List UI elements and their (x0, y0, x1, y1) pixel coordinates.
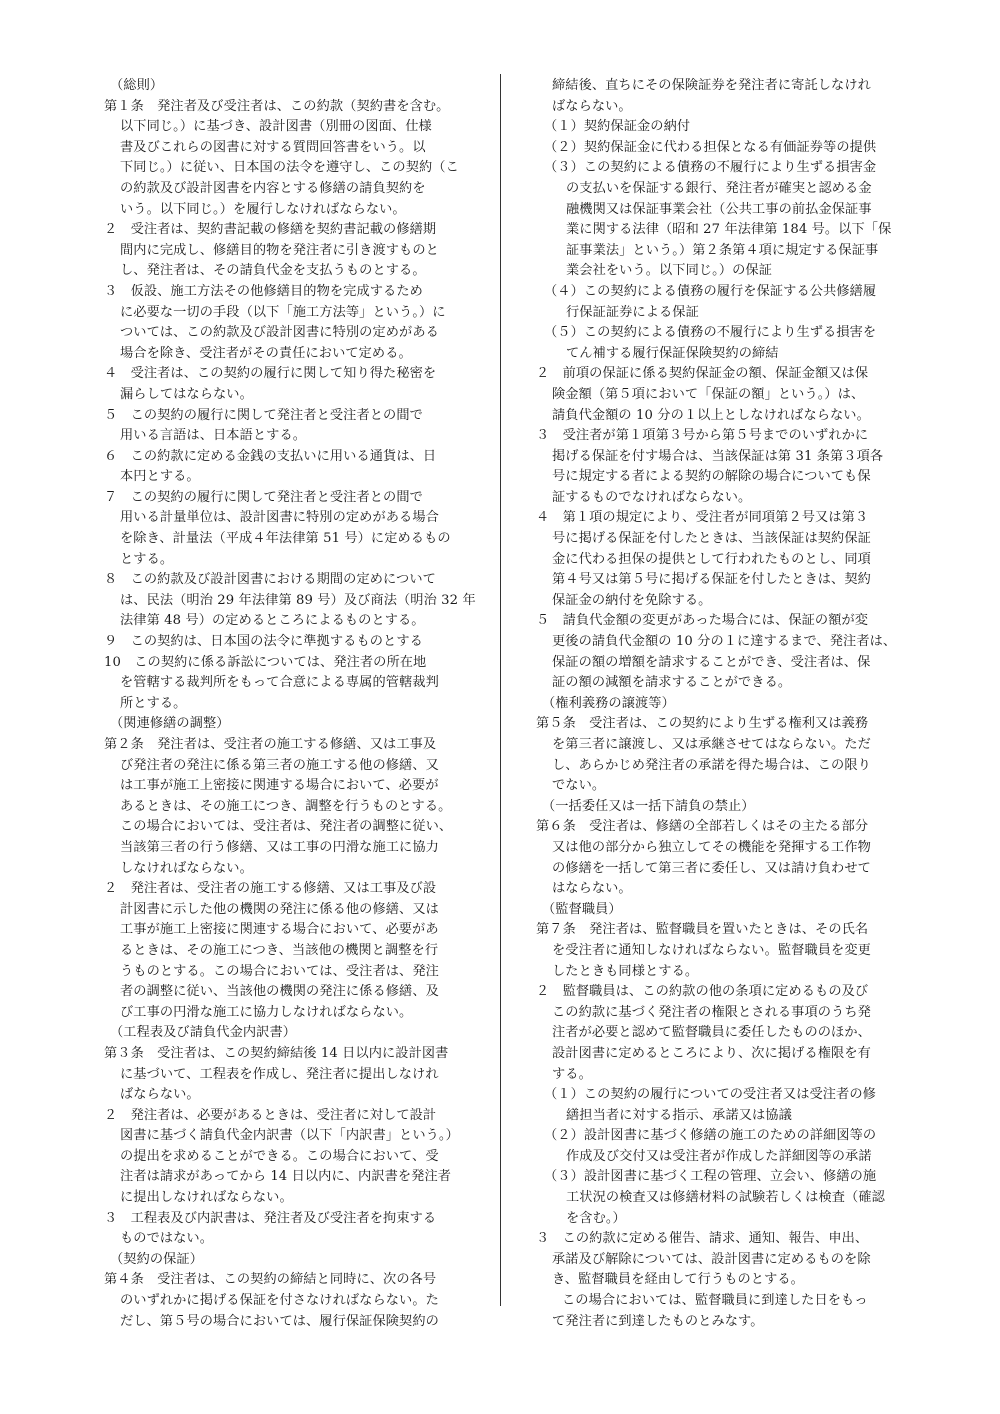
text-line: 工状況の検査又は修繕材料の試験若しくは検査（確認 (566, 1190, 885, 1206)
text-line: ついては、この約款及び設計図書に特別の定めがある (120, 325, 439, 341)
text-line: 保証金の納付を免除する。 (552, 592, 712, 608)
text-line: 掲げる保証を付す場合は、当該保証は第 31 条第３項各 (552, 448, 884, 464)
text-line: 計図書に示した他の機関の発注に係る他の修繕、又は (120, 901, 439, 917)
text-line: とする。 (120, 551, 174, 567)
text-line: ３ この約款に定める催告、請求、通知、報告、申出、 (536, 1231, 869, 1247)
text-line: （２）設計図書に基づく修繕の施工のための詳細図等の (544, 1128, 877, 1144)
section-heading: （関連修繕の調整） (110, 716, 230, 732)
text-line: の修繕を一括して第三者に委任し、又は請け負わせて (552, 860, 871, 876)
text-line: （３）設計図書に基づく工程の管理、立会い、修繕の施 (544, 1169, 877, 1185)
text-line: ３ 受注者が第１項第３号から第５号までのいずれかに (536, 428, 869, 444)
text-line: しなければならない。 (120, 860, 253, 876)
text-line: は、民法（明治 29 年法律第 89 号）及び商法（明治 32 年 (120, 592, 476, 608)
text-line: 第１条 発注者及び受注者は、この約款（契約書を含む。 (104, 98, 450, 114)
text-line: るときは、その施工につき、当該他の機関と調整を行 (120, 942, 439, 958)
text-line: （１）この契約の履行についての受注者又は受注者の修 (544, 1087, 876, 1103)
text-line: ８ この約款及び設計図書における期間の定めについて (104, 572, 436, 588)
section-heading: （契約の保証） (110, 1251, 204, 1267)
text-line: ４ 受注者は、この契約の履行に関して知り得た秘密を (104, 366, 437, 382)
text-line: し、発注者は、その請負代金を支払うものとする。 (120, 263, 426, 279)
text-line: のいずれかに掲げる保証を付さなければならない。た (120, 1293, 439, 1309)
text-line: ばならない。 (120, 1087, 200, 1103)
text-line: び工事の円滑な施工に協力しなければならない。 (120, 1004, 413, 1020)
text-line: ５ 請負代金額の変更があった場合には、保証の額が変 (536, 613, 869, 629)
text-line: この場合においては、監督職員に到達した日をもっ (562, 1293, 868, 1309)
text-line: ４ 第１項の規定により、受注者が同項第２号又は第３ (536, 510, 869, 526)
text-line: に必要な一切の手段（以下「施工方法等」という。）に (120, 304, 446, 320)
text-line: うものとする。この場合においては、受注者は、発注 (120, 963, 439, 979)
text-line: （５）この契約による債務の不履行により生ずる損害を (544, 325, 877, 341)
text-line: 繕担当者に対する指示、承諾又は協議 (566, 1107, 792, 1123)
text-line: を受注者に通知しなければならない。監督職員を変更 (552, 942, 871, 958)
text-line: この約款に基づく発注者の権限とされる事項のうち発 (552, 1004, 871, 1020)
text-line: したときも同様とする。 (552, 963, 699, 979)
text-line: を第三者に譲渡し、又は承継させてはならない。ただ (552, 737, 871, 752)
text-line: でない。 (552, 778, 606, 794)
text-line: 第６条 受注者は、修繕の全部若しくはその主たる部分 (536, 819, 869, 835)
text-line: 業会社をいう。以下同じ。）の保証 (566, 263, 772, 279)
text-line: 請負代金額の 10 分の１以上としなければならない。 (552, 407, 870, 423)
text-line: ２ 発注者は、必要があるときは、受注者に対して設計 (104, 1107, 437, 1123)
text-line: は工事が施工上密接に関連する場合において、必要が (120, 778, 439, 794)
text-line: 証するものでなければならない。 (552, 489, 752, 505)
text-line: だし、第５号の場合においては、履行保証保険契約の (120, 1313, 439, 1329)
text-line: を除き、計量法（平成４年法律第 51 号）に定めるもの (120, 531, 451, 547)
text-line: ７ この契約の履行に関して発注者と受注者との間で (104, 489, 423, 505)
text-line: ３ 工程表及び内訳書は、発注者及び受注者を拘束する (104, 1210, 437, 1226)
text-line: 号に規定する者による契約の解除の場合についても保 (552, 469, 871, 485)
text-line: あるときは、その施工につき、調整を行うものとする。 (120, 798, 452, 814)
text-line: 業に関する法律（昭和 27 年法律第 184 号。以下「保 (566, 222, 892, 238)
text-line: する。 (552, 1066, 592, 1082)
text-line: ２ 発注者は、受注者の施工する修繕、又は工事及び設 (104, 881, 437, 897)
text-line: 第４条 受注者は、この契約の締結と同時に、次の各号 (104, 1272, 437, 1288)
text-line: 工事が施工上密接に関連する場合において、必要があ (120, 922, 439, 938)
text-line: ５ この契約の履行に関して発注者と受注者との間で (104, 407, 423, 423)
section-heading: （一括委任又は一括下請負の禁止） (542, 798, 755, 814)
text-line: 行保証証券による保証 (566, 304, 699, 320)
text-line: 注者が必要と認めて監督職員に委任したもののほか、 (552, 1025, 871, 1041)
text-line: てん補する履行保証保険契約の締結 (566, 345, 779, 361)
text-line: 用いる言語は、日本語とする。 (120, 428, 307, 444)
text-line: （３）この契約による債務の不履行により生ずる損害金 (544, 160, 877, 176)
text-line: 書及びこれらの図書に対する質問回答書をいう。以 (120, 139, 426, 155)
text-line: 場合を除き、受注者がその責任において定める。 (120, 345, 412, 361)
text-line: ２ 監督職員は、この約款の他の条項に定めるもの及び (536, 984, 869, 1000)
text-line: いう。以下同じ。）を履行しなければならない。 (120, 201, 406, 217)
text-line: 証事業法」という。）第２条第４項に規定する保証事 (566, 242, 879, 258)
text-line: ２ 前項の保証に係る契約保証金の額、保証金額又は保 (536, 366, 869, 382)
section-heading: （権利義務の譲渡等） (542, 695, 675, 711)
text-line: この場合においては、受注者は、発注者の調整に従い、 (120, 819, 453, 835)
text-line: の約款及び設計図書を内容とする修繕の請負契約を (120, 180, 426, 196)
text-line: 承諾及び解除については、設計図書に定めるものを除 (552, 1251, 871, 1267)
text-line: 漏らしてはならない。 (120, 386, 253, 402)
text-line: 用いる計量単位は、設計図書に特別の定めがある場合 (120, 510, 439, 526)
text-line: 設計図書に定めるところにより、次に掲げる権限を有 (552, 1045, 871, 1061)
text-line: ６ この約款に定める金銭の支払いに用いる通貨は、日 (104, 448, 437, 464)
section-heading: （工程表及び請負代金内訳書） (110, 1025, 297, 1041)
text-line: 保証の額の増額を請求することができ、受注者は、保 (552, 654, 871, 670)
text-line: の提出を求めることができる。この場合において、受 (120, 1148, 439, 1164)
text-line: 金に代わる担保の提供として行われたものとし、同項 (552, 551, 871, 567)
right-column (536, 76, 904, 1332)
text-line: 10 この契約に係る訴訟については、発注者の所在地 (104, 654, 427, 670)
text-line: 法律第 48 号）の定めるところによるものとする。 (120, 613, 425, 629)
text-line: ９ この契約は、日本国の法令に準拠するものとする (104, 634, 423, 650)
text-line: 第７条 発注者は、監督職員を置いたときは、その氏名 (536, 922, 869, 938)
text-line: 融機関又は保証事業会社（公共工事の前払金保証事 (566, 201, 872, 217)
text-line: 所とする。 (120, 695, 187, 711)
text-line: 第３条 受注者は、この契約締結後 14 日以内に設計図書 (104, 1045, 449, 1061)
text-line: 者の調整に従い、当該他の機関の発注に係る修繕、及 (120, 984, 439, 1000)
text-line: 証の額の減額を請求することができる。 (552, 675, 792, 691)
text-line: はならない。 (552, 881, 632, 897)
text-line: 第２条 発注者は、受注者の施工する修繕、又は工事及 (104, 737, 437, 752)
text-line: 第５条 受注者は、この契約により生ずる権利又は義務 (536, 716, 869, 732)
text-line: ものではない。 (120, 1231, 214, 1247)
text-line: 締結後、直ちにその保険証券を発注者に寄託しなけれ (552, 78, 871, 93)
text-line: を管轄する裁判所をもって合意による専属的管轄裁判 (120, 675, 439, 691)
text-line: 号に掲げる保証を付したときは、当該保証は契約保証 (552, 531, 871, 547)
text-line: し、あらかじめ発注者の承諾を得た場合は、この限り (552, 757, 871, 773)
text-line: 又は他の部分から独立してその機能を発揮する工作物 (552, 839, 871, 855)
text-line: （１）契約保証金の納付 (544, 119, 691, 135)
text-line: て発注者に到達したものとみなす。 (552, 1313, 764, 1329)
text-line: 第４号又は第５号に掲げる保証を付したときは、契約 (552, 572, 871, 588)
text-line: び発注者の発注に係る第三者の施工する他の修繕、又 (120, 757, 439, 773)
column-divider (500, 74, 501, 1306)
text-line: 下同じ。）に従い、日本国の法令を遵守し、この契約（こ (120, 160, 459, 176)
text-line: ３ 仮設、施工方法その他修繕目的物を完成するため (104, 283, 423, 299)
text-line: 険金額（第５項において「保証の額」という。）は、 (552, 386, 865, 402)
text-line: 当該第三者の行う修繕、又は工事の円滑な施工に協力 (120, 839, 439, 855)
text-line: 作成及び交付又は受注者が作成した詳細図等の承諾 (566, 1148, 872, 1164)
text-line: （４）この契約による債務の履行を保証する公共修繕履 (544, 283, 877, 299)
text-line: 注者は請求があってから 14 日以内に、内訳書を発注者 (120, 1169, 452, 1185)
text-line: の支払いを保証する銀行、発注者が確実と認める金 (566, 180, 872, 196)
section-heading: （総則） (110, 78, 164, 93)
text-line: に提出しなければならない。 (120, 1190, 293, 1206)
section-heading: （監督職員） (542, 901, 622, 917)
text-line: き、監督職員を経由して行うものとする。 (552, 1272, 804, 1288)
text-line: 間内に完成し、修繕目的物を発注者に引き渡すものと (120, 242, 439, 258)
text-line: 図書に基づく請負代金内訳書（以下「内訳書」という。） (120, 1128, 459, 1144)
text-line: ばならない。 (552, 98, 632, 114)
text-line: 更後の請負代金額の 10 分の１に達するまで、発注者は、 (552, 634, 897, 650)
text-line: ２ 受注者は、契約書記載の修繕を契約書記載の修繕期 (104, 222, 437, 238)
text-line: に基づいて、工程表を作成し、発注者に提出しなけれ (120, 1066, 439, 1082)
left-column (104, 76, 476, 1332)
text-line: 本円とする。 (120, 469, 200, 485)
text-line: （２）契約保証金に代わる担保となる有価証券等の提供 (544, 139, 877, 155)
text-line: 以下同じ。）に基づき、設計図書（別冊の図面、仕様 (120, 119, 432, 135)
text-line: を含む。） (566, 1210, 626, 1226)
